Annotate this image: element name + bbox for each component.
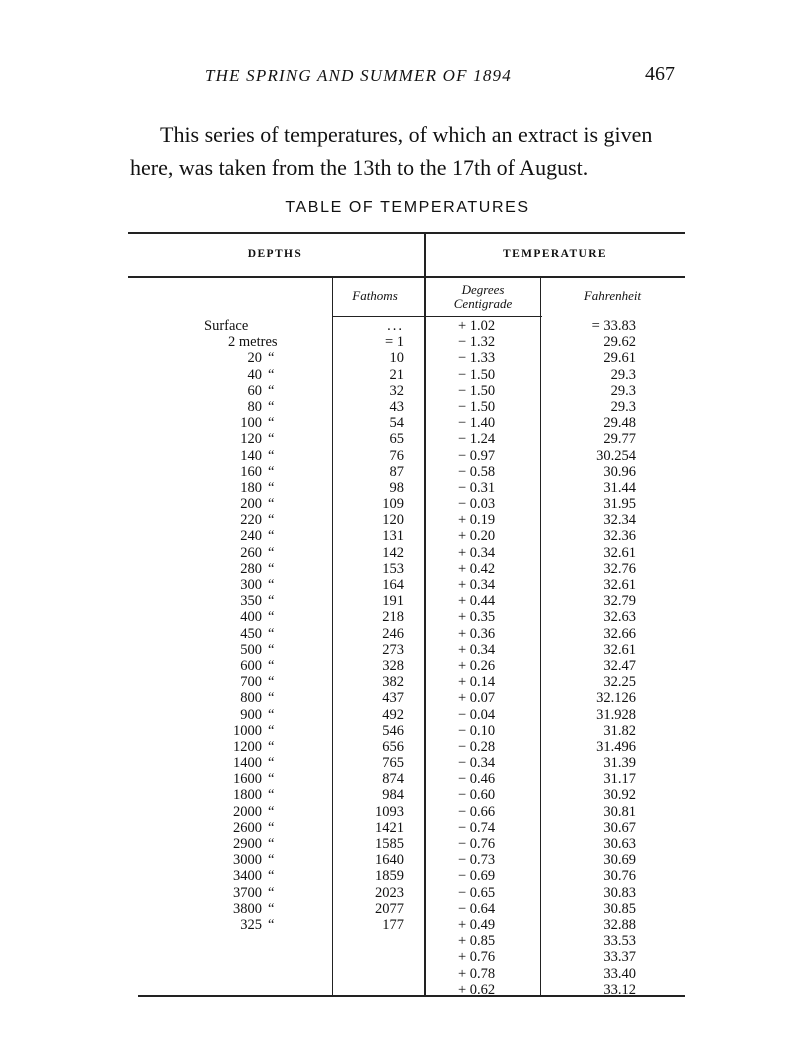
subheader-rule — [332, 316, 542, 317]
centigrade-cell: + 0.07 — [458, 690, 496, 707]
fathoms-cell: 1859 — [375, 868, 404, 885]
fahrenheit-cell: 33.40 — [603, 965, 636, 982]
centigrade-cell: − 0.46 — [458, 771, 496, 788]
ditto-mark: “ — [268, 593, 275, 610]
centigrade-cell: − 0.10 — [458, 722, 496, 739]
centigrade-cell: − 0.58 — [458, 463, 496, 480]
table-row — [0, 820, 800, 836]
subheader-fahrenheit: Fahrenheit — [583, 288, 642, 303]
ditto-mark: “ — [268, 625, 275, 642]
centigrade-cell: − 0.65 — [458, 884, 496, 901]
fahrenheit-cell: 32.47 — [603, 657, 636, 674]
table-row — [0, 901, 800, 917]
fahrenheit-cell: 33.37 — [603, 949, 636, 966]
fahrenheit-cell: 29.3 — [610, 398, 636, 415]
table-row — [0, 350, 800, 366]
fahrenheit-cell: 32.76 — [603, 560, 636, 577]
fahrenheit-cell: 30.67 — [603, 819, 636, 836]
table-top-rule — [128, 232, 685, 234]
centigrade-cell: + 0.78 — [458, 965, 496, 982]
centigrade-cell: + 0.26 — [458, 657, 496, 674]
table-row — [0, 739, 800, 755]
fathoms-cell: 874 — [382, 771, 404, 788]
table-row — [0, 593, 800, 609]
fahrenheit-cell: 31.496 — [596, 738, 636, 755]
ditto-mark: “ — [268, 560, 275, 577]
ditto-mark: “ — [268, 479, 275, 496]
fathoms-cell: 43 — [389, 398, 404, 415]
running-title: THE SPRING AND SUMMER OF 1894 — [205, 66, 512, 85]
centigrade-cell: + 0.34 — [458, 641, 496, 658]
depth-cell: 3800 — [233, 900, 262, 917]
fathoms-cell: ... — [387, 318, 404, 334]
fathoms-cell: 32 — [389, 382, 404, 399]
depth-cell: 120 — [240, 431, 262, 448]
ditto-mark: “ — [268, 690, 275, 707]
fahrenheit-cell: 30.92 — [603, 787, 636, 804]
fahrenheit-cell: 29.3 — [610, 382, 636, 399]
centigrade-cell: − 0.69 — [458, 868, 496, 885]
ditto-mark: “ — [268, 722, 275, 739]
table-row — [0, 642, 800, 658]
paragraph-line-1: This series of temperatures, of which an extract is given — [160, 122, 653, 147]
depth-cell: 2600 — [233, 819, 262, 836]
depth-cell: 700 — [240, 674, 262, 691]
fathoms-cell: 10 — [389, 350, 404, 367]
table-row — [0, 464, 800, 480]
centigrade-cell: + 0.62 — [458, 981, 496, 998]
ditto-mark: “ — [268, 900, 275, 917]
ditto-mark: “ — [268, 819, 275, 836]
centigrade-cell: + 0.34 — [458, 577, 496, 593]
fahrenheit-cell: 30.85 — [603, 900, 636, 917]
centigrade-cell: − 0.74 — [458, 819, 496, 836]
fahrenheit-cell: 29.3 — [610, 366, 636, 383]
centigrade-cell: + 0.14 — [458, 674, 496, 691]
table-row — [0, 917, 800, 933]
ditto-mark: “ — [268, 398, 275, 415]
fathoms-cell: 120 — [382, 512, 404, 529]
fathoms-cell: 1421 — [375, 819, 404, 836]
fahrenheit-cell: 33.53 — [603, 933, 636, 950]
ditto-mark: “ — [268, 657, 275, 674]
fahrenheit-cell: 32.63 — [603, 609, 636, 626]
centigrade-cell: − 0.28 — [458, 738, 496, 755]
fathoms-cell: 2023 — [375, 884, 404, 901]
ditto-mark: “ — [268, 868, 275, 885]
fathoms-cell: = 1 — [384, 334, 404, 351]
depth-cell: 450 — [240, 625, 262, 642]
table-row — [0, 512, 800, 528]
table-row — [0, 545, 800, 561]
ditto-mark: “ — [268, 512, 275, 529]
depth-cell: Surface — [204, 318, 249, 334]
table-row — [0, 949, 800, 965]
ditto-mark: “ — [268, 463, 275, 480]
subheader-centigrade-line2: Centigrade — [453, 296, 513, 311]
fahrenheit-cell: 32.88 — [603, 916, 636, 933]
table-row — [0, 448, 800, 464]
centigrade-cell: − 1.32 — [458, 334, 496, 351]
fathoms-cell: 54 — [389, 415, 404, 432]
depth-cell: 325 — [240, 916, 262, 933]
depth-cell: 140 — [240, 447, 262, 464]
depth-cell: 40 — [247, 366, 262, 383]
table-row — [0, 966, 800, 982]
fahrenheit-cell: 30.63 — [603, 836, 636, 852]
fahrenheit-cell: 32.36 — [603, 528, 636, 545]
header-depths: DEPTHS — [247, 248, 303, 260]
table-row — [0, 367, 800, 383]
fathoms-cell: 21 — [389, 366, 404, 383]
fathoms-cell: 218 — [382, 609, 404, 626]
fathoms-cell: 328 — [382, 657, 404, 674]
table-row — [0, 318, 800, 334]
fahrenheit-cell: 29.77 — [603, 431, 636, 448]
centigrade-cell: + 0.76 — [458, 949, 496, 966]
fahrenheit-cell: = 33.83 — [591, 318, 636, 334]
fathoms-cell: 142 — [382, 544, 404, 561]
table-row — [0, 577, 800, 593]
depth-cell: 900 — [240, 706, 262, 723]
fathoms-cell: 153 — [382, 560, 404, 577]
ditto-mark: “ — [268, 641, 275, 658]
centigrade-cell: + 0.20 — [458, 528, 496, 545]
centigrade-cell: + 0.35 — [458, 609, 496, 626]
running-head — [205, 63, 675, 90]
fahrenheit-cell: 30.69 — [603, 852, 636, 869]
depth-cell: 1600 — [233, 771, 262, 788]
fahrenheit-cell: 29.62 — [603, 334, 636, 351]
fathoms-cell: 109 — [382, 496, 404, 513]
centigrade-cell: + 0.85 — [458, 933, 496, 950]
ditto-mark: “ — [268, 447, 275, 464]
depth-cell: 800 — [240, 690, 262, 707]
intro-paragraph — [130, 118, 690, 184]
depth-cell: 300 — [240, 577, 262, 593]
table-row — [0, 528, 800, 544]
table-row — [0, 804, 800, 820]
fathoms-cell: 1093 — [375, 803, 404, 820]
fahrenheit-cell: 29.48 — [603, 415, 636, 432]
ditto-mark: “ — [268, 415, 275, 432]
fahrenheit-cell: 32.79 — [603, 593, 636, 610]
table-row — [0, 868, 800, 884]
centigrade-cell: + 0.42 — [458, 560, 496, 577]
fathoms-cell: 164 — [382, 577, 404, 593]
centigrade-cell: − 0.04 — [458, 706, 496, 723]
fathoms-cell: 177 — [382, 916, 404, 933]
table-row — [0, 982, 800, 998]
table-row — [0, 561, 800, 577]
centigrade-cell: − 0.76 — [458, 836, 496, 852]
depth-cell: 100 — [240, 415, 262, 432]
ditto-mark: “ — [268, 577, 275, 593]
fahrenheit-cell: 32.126 — [596, 690, 636, 707]
fathoms-cell: 131 — [382, 528, 404, 545]
fahrenheit-cell: 33.12 — [603, 981, 636, 998]
centigrade-cell: − 1.50 — [458, 366, 496, 383]
subheader-centigrade — [428, 283, 538, 311]
depth-cell: 3400 — [233, 868, 262, 885]
fahrenheit-cell: 31.17 — [603, 771, 636, 788]
depth-cell: 2000 — [233, 803, 262, 820]
fahrenheit-cell: 31.39 — [603, 755, 636, 772]
fahrenheit-cell: 31.82 — [603, 722, 636, 739]
table-row — [0, 383, 800, 399]
table-row — [0, 399, 800, 415]
depth-cell: 350 — [240, 593, 262, 610]
ditto-mark: “ — [268, 803, 275, 820]
depth-cell: 180 — [240, 479, 262, 496]
ditto-mark: “ — [268, 755, 275, 772]
fathoms-cell: 984 — [382, 787, 404, 804]
ditto-mark: “ — [268, 609, 275, 626]
table-row — [0, 674, 800, 690]
centigrade-cell: − 0.34 — [458, 755, 496, 772]
ditto-mark: “ — [268, 738, 275, 755]
depth-cell: 260 — [240, 544, 262, 561]
centigrade-cell: − 1.33 — [458, 350, 496, 367]
centigrade-cell: − 0.66 — [458, 803, 496, 820]
fathoms-cell: 191 — [382, 593, 404, 610]
ditto-mark: “ — [268, 836, 275, 852]
fathoms-cell: 382 — [382, 674, 404, 691]
fahrenheit-cell: 30.83 — [603, 884, 636, 901]
table-title: TABLE OF TEMPERATURES — [285, 199, 530, 216]
depth-cell: 280 — [240, 560, 262, 577]
ditto-mark: “ — [268, 852, 275, 869]
ditto-mark: “ — [268, 431, 275, 448]
table-row — [0, 707, 800, 723]
depth-cell: 400 — [240, 609, 262, 626]
fathoms-cell: 87 — [389, 463, 404, 480]
centigrade-cell: − 0.03 — [458, 496, 496, 513]
fahrenheit-cell: 32.66 — [603, 625, 636, 642]
fahrenheit-cell: 32.61 — [603, 641, 636, 658]
table-row — [0, 755, 800, 771]
centigrade-cell: + 0.44 — [458, 593, 496, 610]
centigrade-cell: + 1.02 — [458, 318, 496, 334]
centigrade-cell: + 0.49 — [458, 916, 496, 933]
table-row — [0, 836, 800, 852]
fathoms-cell: 246 — [382, 625, 404, 642]
ditto-mark: “ — [268, 528, 275, 545]
table-row — [0, 609, 800, 625]
depth-cell: 1800 — [233, 787, 262, 804]
fahrenheit-cell: 31.95 — [603, 496, 636, 513]
paragraph-line-2: here, was taken from the 13th to the 17th of August. — [130, 155, 589, 180]
fahrenheit-cell: 31.928 — [596, 706, 636, 723]
ditto-mark: “ — [268, 496, 275, 513]
depth-cell: 200 — [240, 496, 262, 513]
fathoms-cell: 2077 — [375, 900, 404, 917]
fathoms-cell: 65 — [389, 431, 404, 448]
ditto-mark: “ — [268, 787, 275, 804]
fahrenheit-cell: 30.96 — [603, 463, 636, 480]
table-row — [0, 723, 800, 739]
depth-cell: 500 — [240, 641, 262, 658]
ditto-mark: “ — [268, 884, 275, 901]
fahrenheit-cell: 30.81 — [603, 803, 636, 820]
fathoms-cell: 492 — [382, 706, 404, 723]
ditto-mark: “ — [268, 706, 275, 723]
depth-cell: 160 — [240, 463, 262, 480]
centigrade-cell: − 1.50 — [458, 382, 496, 399]
fahrenheit-cell: 30.254 — [596, 447, 636, 464]
depth-cell: 2900 — [233, 836, 262, 852]
fathoms-cell: 656 — [382, 738, 404, 755]
subheader-fathoms: Fathoms — [352, 288, 398, 303]
table-row — [0, 626, 800, 642]
table-row — [0, 771, 800, 787]
centigrade-cell: − 0.73 — [458, 852, 496, 869]
ditto-mark: “ — [268, 366, 275, 383]
centigrade-cell: + 0.19 — [458, 512, 496, 529]
table-row — [0, 415, 800, 431]
ditto-mark: “ — [268, 544, 275, 561]
fahrenheit-cell: 32.61 — [603, 544, 636, 561]
table-row — [0, 431, 800, 447]
table-row — [0, 690, 800, 706]
centigrade-cell: − 0.97 — [458, 447, 496, 464]
depth-cell: 20 — [247, 350, 262, 367]
header-temperature: TEMPERATURE — [503, 248, 607, 260]
fahrenheit-cell: 30.76 — [603, 868, 636, 885]
centigrade-cell: − 1.40 — [458, 415, 496, 432]
depth-cell: 1200 — [233, 738, 262, 755]
fathoms-cell: 273 — [382, 641, 404, 658]
fahrenheit-cell: 32.25 — [603, 674, 636, 691]
centigrade-cell: − 1.24 — [458, 431, 496, 448]
ditto-mark: “ — [268, 350, 275, 367]
fahrenheit-cell: 31.44 — [603, 479, 636, 496]
table-body — [0, 318, 800, 998]
depth-cell: 600 — [240, 657, 262, 674]
centigrade-cell: − 1.50 — [458, 398, 496, 415]
table-row — [0, 496, 800, 512]
centigrade-cell: − 0.60 — [458, 787, 496, 804]
fathoms-cell: 76 — [389, 447, 404, 464]
table-row — [0, 787, 800, 803]
table-row — [0, 885, 800, 901]
page-number: 467 — [645, 63, 675, 85]
depth-cell: 80 — [247, 398, 262, 415]
depth-cell: 240 — [240, 528, 262, 545]
fahrenheit-cell: 29.61 — [603, 350, 636, 367]
depth-cell: 3700 — [233, 884, 262, 901]
centigrade-cell: + 0.34 — [458, 544, 496, 561]
table-row — [0, 852, 800, 868]
depth-cell: 220 — [240, 512, 262, 529]
depth-cell: 2 metres — [228, 334, 278, 351]
ditto-mark: “ — [268, 771, 275, 788]
fathoms-cell: 546 — [382, 722, 404, 739]
fahrenheit-cell: 32.34 — [603, 512, 636, 529]
fathoms-cell: 1640 — [375, 852, 404, 869]
fathoms-cell: 437 — [382, 690, 404, 707]
depth-cell: 1000 — [233, 722, 262, 739]
fathoms-cell: 1585 — [375, 836, 404, 852]
ditto-mark: “ — [268, 382, 275, 399]
fahrenheit-cell: 32.61 — [603, 577, 636, 593]
table-row — [0, 933, 800, 949]
depth-cell: 1400 — [233, 755, 262, 772]
header-rule — [128, 276, 685, 278]
fathoms-cell: 765 — [382, 755, 404, 772]
centigrade-cell: − 0.64 — [458, 900, 496, 917]
depth-cell: 60 — [247, 382, 262, 399]
ditto-mark: “ — [268, 916, 275, 933]
fathoms-cell: 98 — [389, 479, 404, 496]
subheader-centigrade-line1: Degrees — [461, 282, 505, 297]
centigrade-cell: + 0.36 — [458, 625, 496, 642]
table-row — [0, 658, 800, 674]
depth-cell: 3000 — [233, 852, 262, 869]
table-row — [0, 334, 800, 350]
centigrade-cell: − 0.31 — [458, 479, 496, 496]
ditto-mark: “ — [268, 674, 275, 691]
table-row — [0, 480, 800, 496]
